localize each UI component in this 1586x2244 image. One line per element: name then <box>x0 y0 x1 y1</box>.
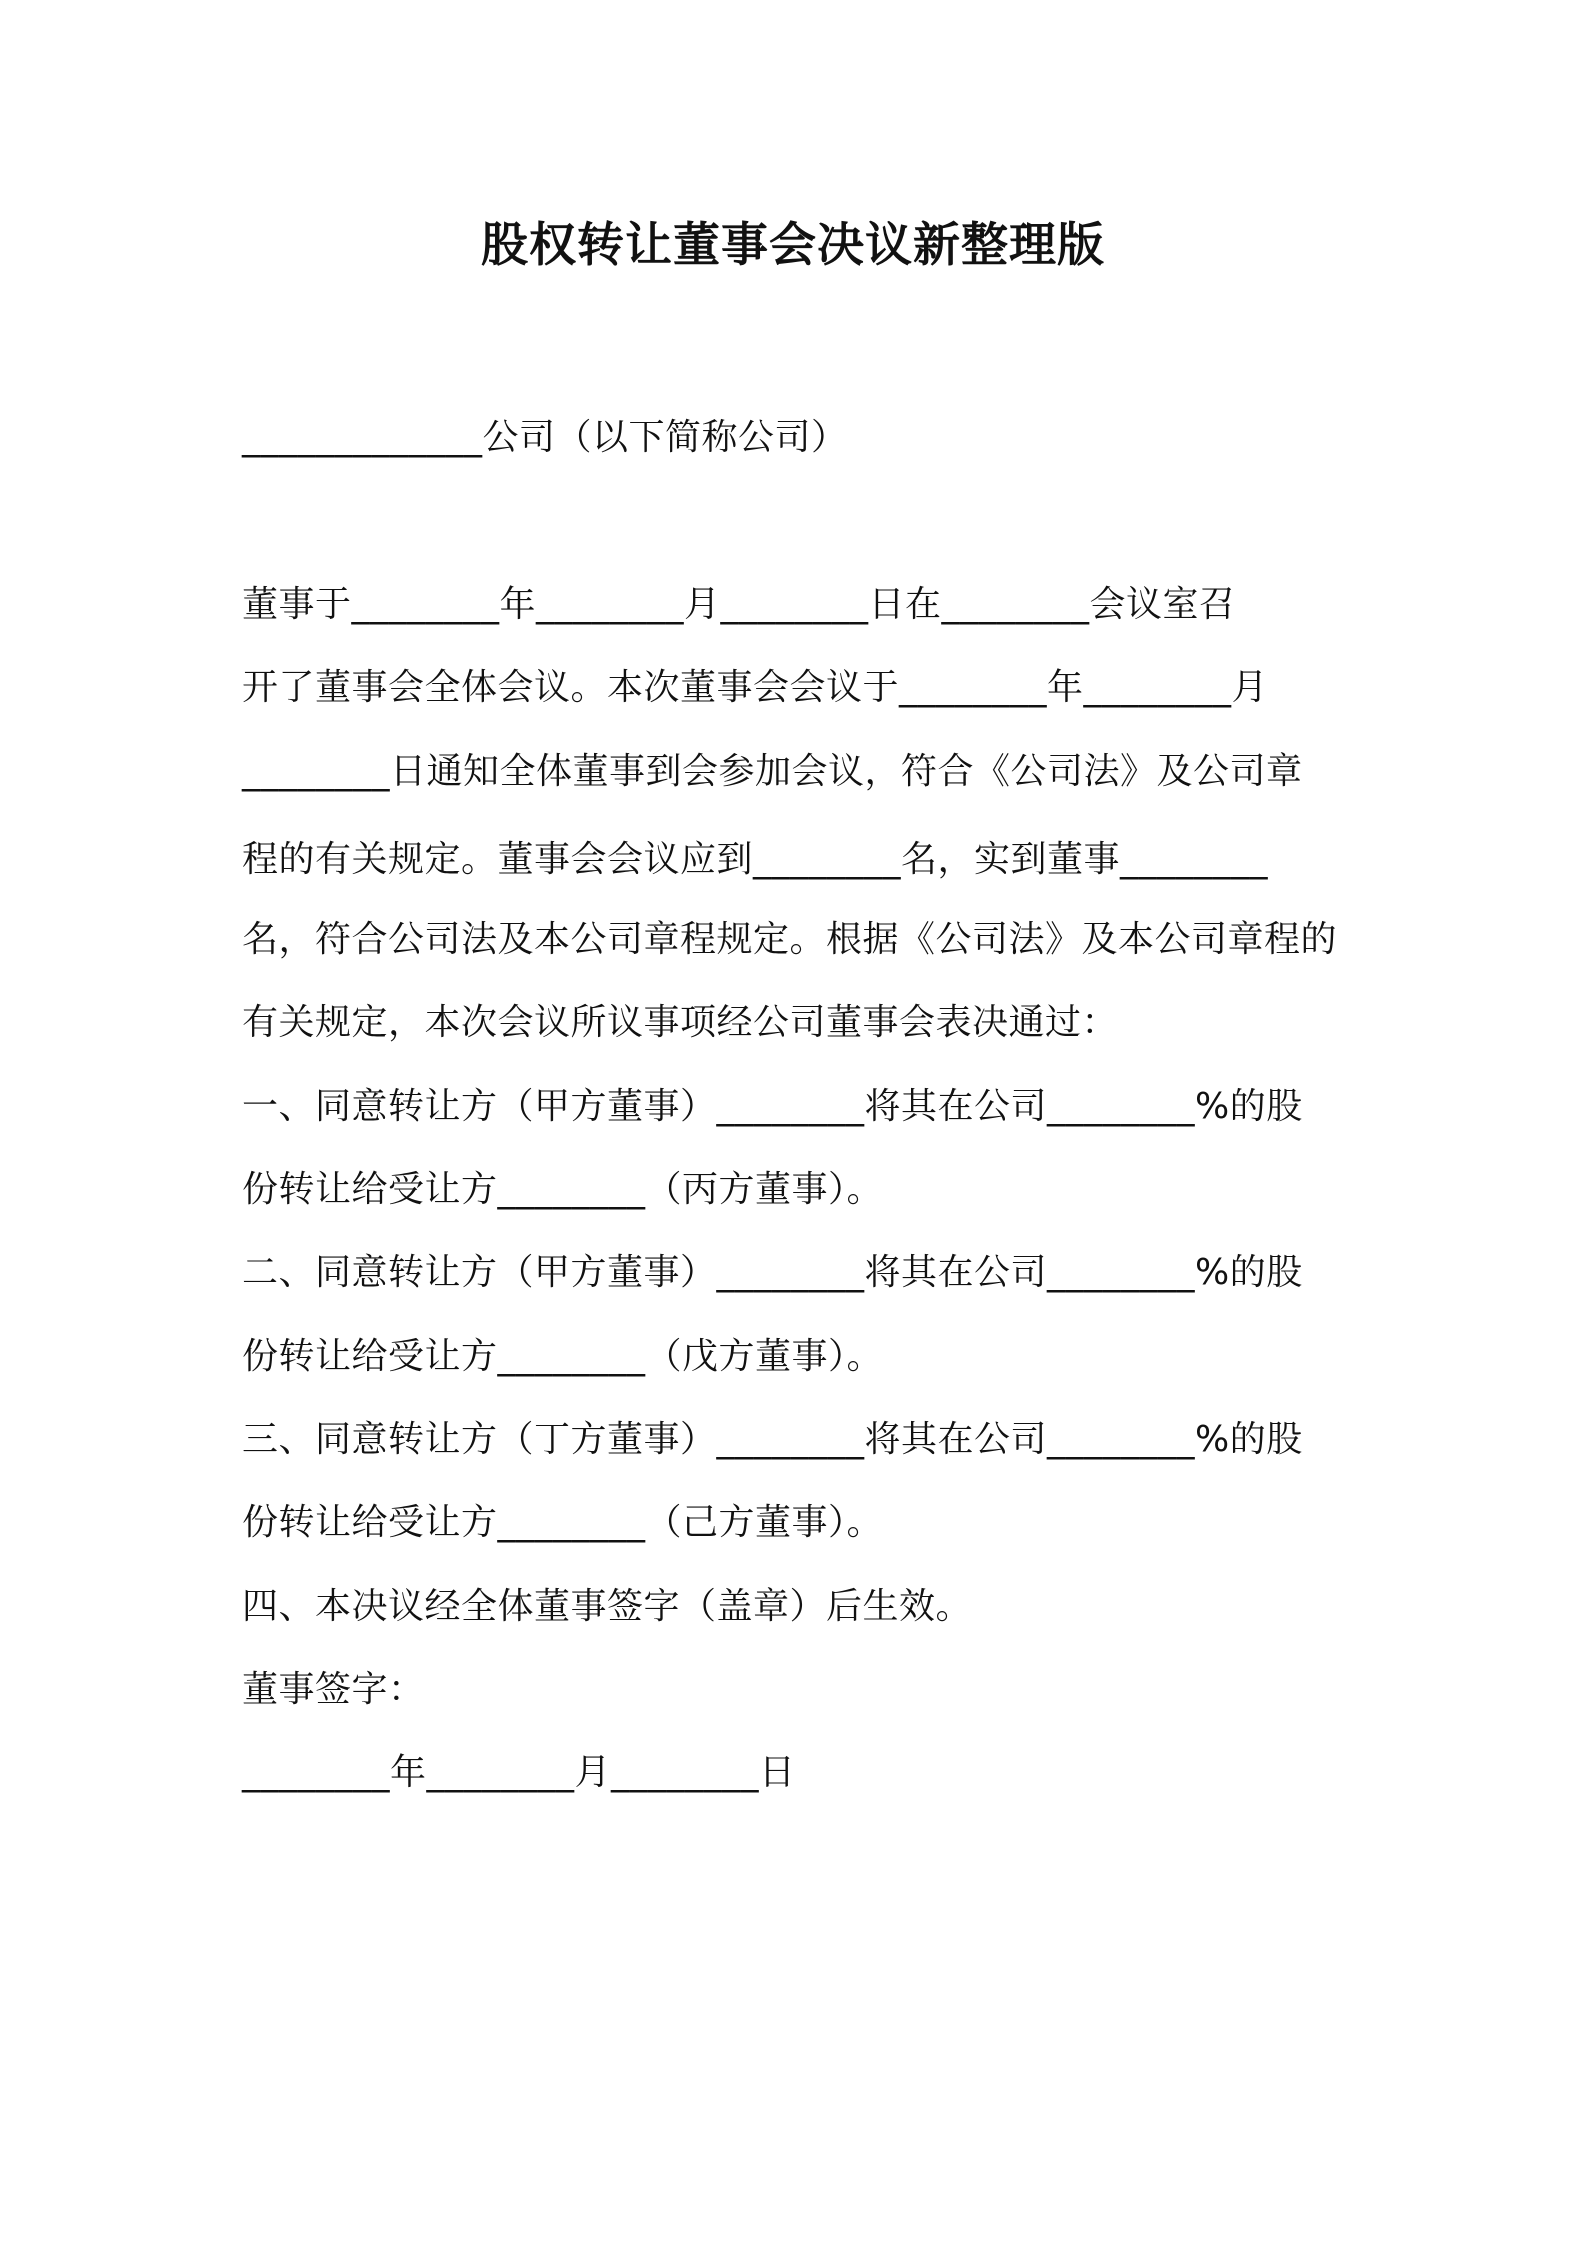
document-title: 股权转让董事会决议新整理版 <box>481 218 1105 273</box>
resolution-item-2-cont: 份转让给受让方________（戊方董事）。 <box>242 1336 884 1377</box>
body-line-6: 有关规定，本次会议所议事项经公司董事会表决通过： <box>242 1002 1119 1043</box>
body-line-5: 名，符合公司法及本公司章程规定。根据《公司法》及本公司章程的 <box>242 919 1338 960</box>
director-signature-label: 董事签字： <box>242 1669 425 1710</box>
resolution-item-1-cont: 份转让给受让方________（丙方董事）。 <box>242 1169 884 1210</box>
resolution-item-2: 二、同意转让方（甲方董事）________将其在公司________%的股 <box>242 1252 1303 1293</box>
body-line-3: ________日通知全体董事到会参加会议，符合《公司法》及公司章 <box>242 751 1303 792</box>
company-line: _____________公司（以下简称公司） <box>242 417 848 458</box>
body-line-1: 董事于________年________月________日在________会议室召 <box>242 584 1236 625</box>
resolution-item-4: 四、本决议经全体董事签字（盖章）后生效。 <box>242 1586 973 1627</box>
resolution-item-1: 一、同意转让方（甲方董事）________将其在公司________%的股 <box>242 1086 1303 1127</box>
signature-date-line: ________年________月________日 <box>242 1752 796 1793</box>
resolution-item-3-cont: 份转让给受让方________（己方董事）。 <box>242 1502 884 1543</box>
body-line-2: 开了董事会全体会议。本次董事会会议于________年________月 <box>242 667 1269 708</box>
resolution-item-3: 三、同意转让方（丁方董事）________将其在公司________%的股 <box>242 1419 1303 1460</box>
body-line-4: 程的有关规定。董事会会议应到________名，实到董事________ <box>242 839 1269 880</box>
